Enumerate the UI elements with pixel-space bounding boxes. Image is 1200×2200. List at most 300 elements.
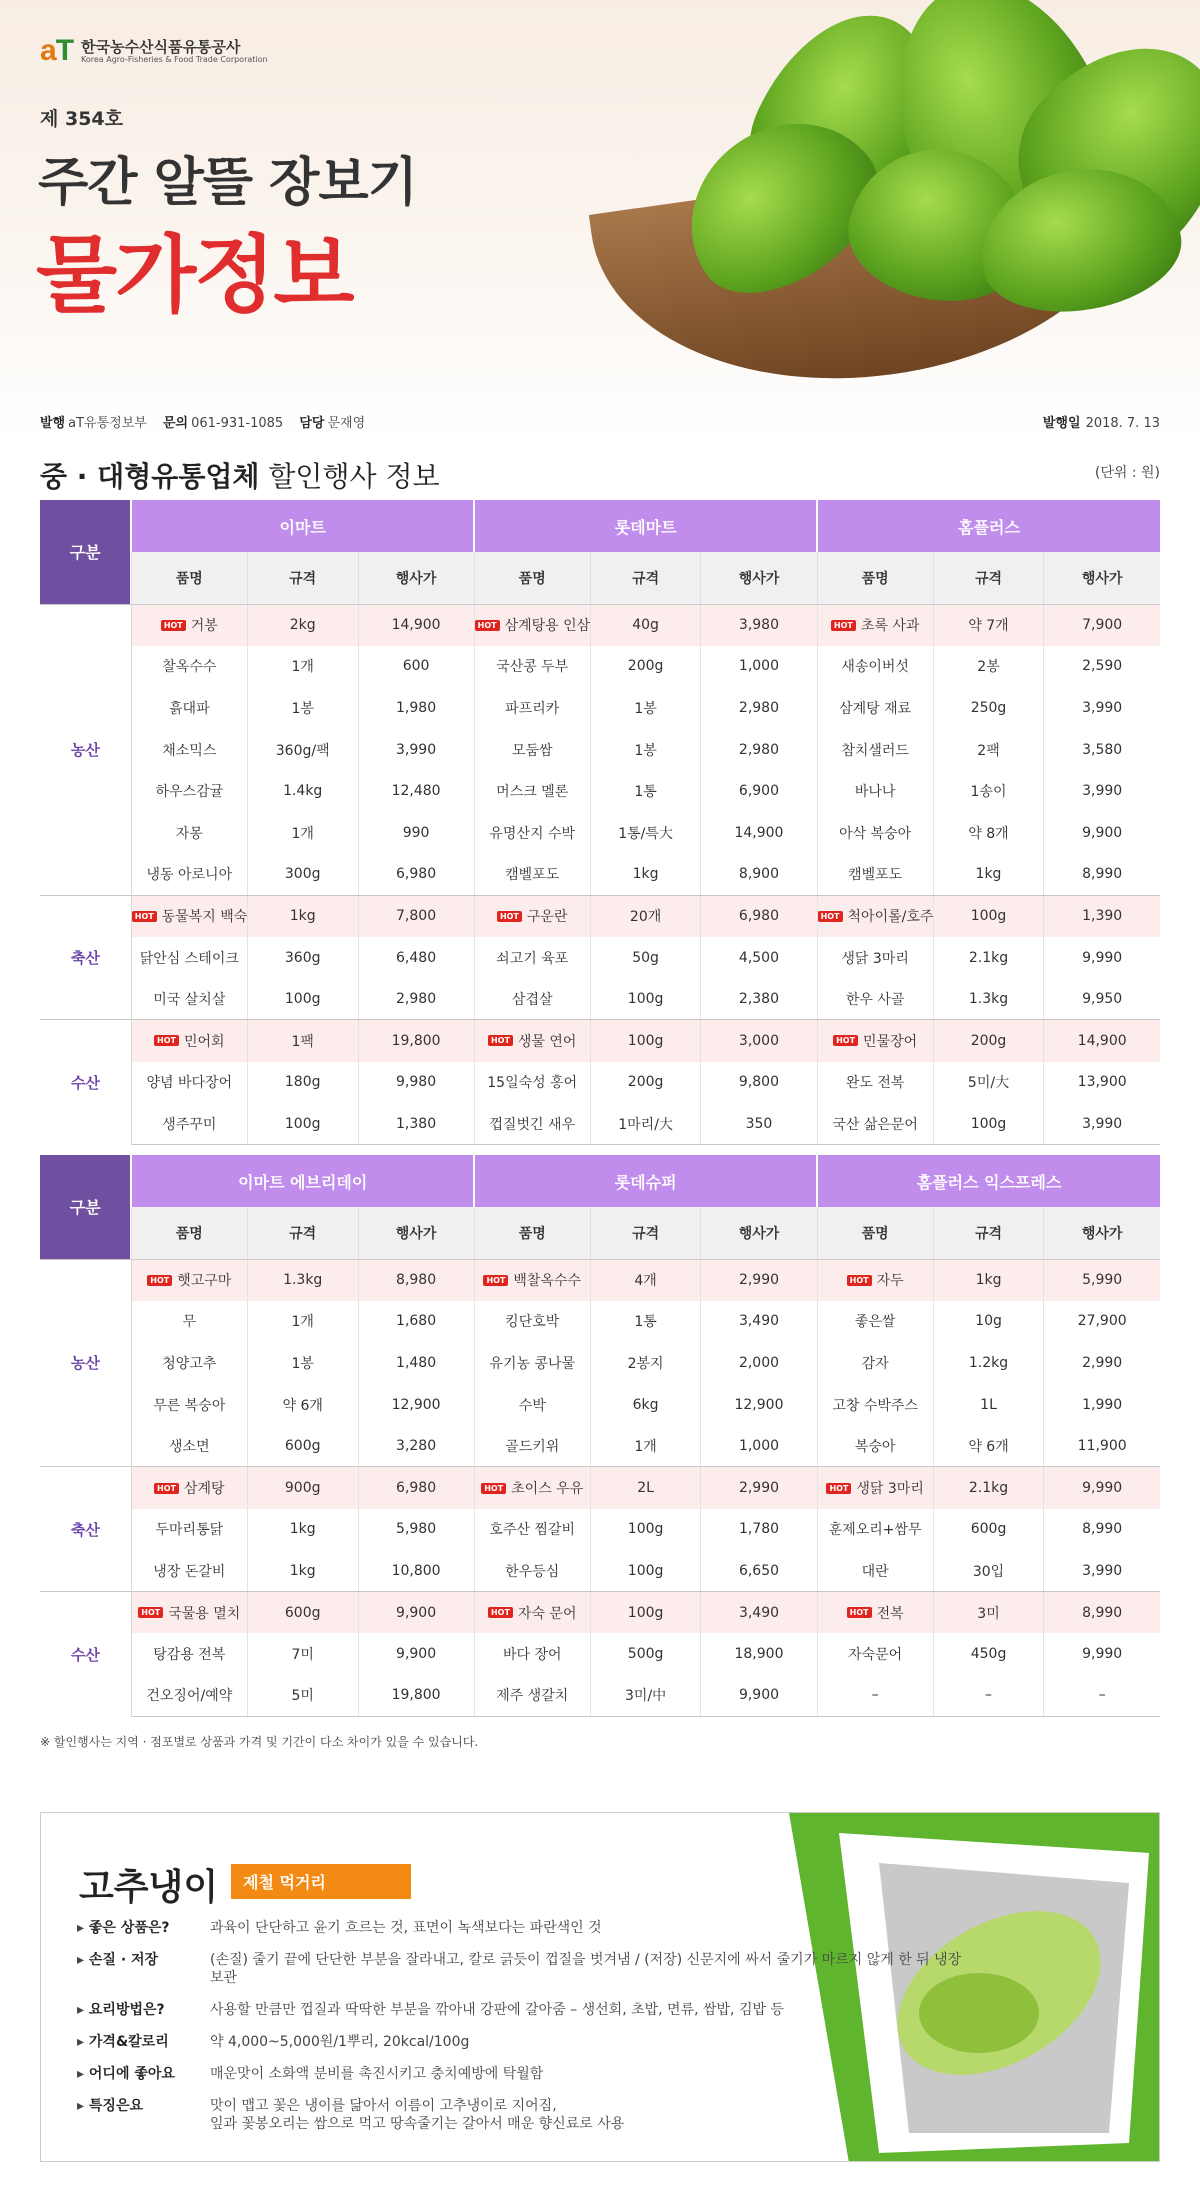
table-cell: 2,380 [701,978,817,1020]
table-cell: 9,900 [358,1592,474,1634]
table-cell: – [933,1675,1044,1717]
product-name: 구운란 [526,909,568,926]
product-name: 생물 연어 [517,1033,577,1050]
store-header: 이마트 에브리데이 [131,1155,474,1207]
hot-badge-icon: HOT [132,911,157,922]
table-cell: 100g [590,1550,701,1592]
table-cell: 파프리카 [474,687,590,729]
table-cell: 1kg [590,854,701,896]
product-name: 삼계탕 [184,1481,225,1498]
table-cell: 9,990 [1044,937,1160,979]
table-row [40,1020,1160,1062]
table-cell: 1.3kg [247,1259,358,1301]
price-table [40,1155,1160,1717]
table-cell: 6,480 [358,937,474,979]
hot-badge-icon: HOT [847,1275,872,1286]
table-cell: 3,490 [701,1592,817,1634]
table-cell: 8,980 [358,1259,474,1301]
manager: 문재영 [327,416,366,431]
table-cell: 1개 [247,1301,358,1343]
tip-value: 매운맛이 소화액 분비를 촉진시키고 충치예방에 탁월함 [210,2066,544,2082]
table-cell: 990 [358,812,474,854]
table-cell: 600g [933,1509,1044,1551]
table-row [40,937,1160,979]
publication-meta: 발행 aT유통정보부 문의 061-931-1085 담당 문재영 [40,416,366,431]
table-cell: 유명산지 수박 [474,812,590,854]
hot-badge-icon: HOT [147,1275,172,1286]
logo [40,34,268,68]
table-cell: 1.3kg [933,978,1044,1020]
product-name: 거봉 [190,618,218,635]
table-cell: 1개 [247,646,358,688]
table-cell: 2,980 [701,687,817,729]
hot-badge-icon: HOT [818,911,843,922]
table-cell: 1개 [247,812,358,854]
table-cell [474,1467,590,1509]
table-cell [817,1467,933,1509]
table-cell: 8,900 [701,854,817,896]
table-cell: 200g [590,1062,701,1104]
table-cell: 8,990 [1044,1592,1160,1634]
product-name: 전복 [876,1605,904,1622]
table-cell: 2.1kg [933,937,1044,979]
table-cell [817,1020,933,1062]
table-cell: 8,990 [1044,1509,1160,1551]
table-cell: 1팩 [247,1020,358,1062]
table-row [40,1509,1160,1551]
table-cell: 1,380 [358,1103,474,1145]
table-cell: 3,990 [1044,1550,1160,1592]
table-cell: 골드키위 [474,1425,590,1467]
logo-mark: aT [40,34,74,67]
tip-row [77,1919,970,1937]
table-cell: 3,580 [1044,729,1160,771]
table-cell: 900g [247,1467,358,1509]
table-cell: 국산 삶은문어 [817,1103,933,1145]
table-cell: 1kg [247,1550,358,1592]
table-cell: 생주꾸미 [131,1103,247,1145]
table-cell: 2L [590,1467,701,1509]
table-cell: 캠벨포도 [817,854,933,896]
table-cell: 유기농 콩나물 [474,1342,590,1384]
table-cell [817,895,933,937]
column-header: 품명 [474,1207,590,1259]
tip-label: ▸ 가격&칼로리 [77,2033,210,2051]
table-cell [474,604,590,646]
table-cell: 5미 [247,1675,358,1717]
table-cell [131,604,247,646]
table-cell: 약 8개 [933,812,1044,854]
table-cell: 4개 [590,1259,701,1301]
table-cell: 14,900 [1044,1020,1160,1062]
table-cell: 2팩 [933,729,1044,771]
table-cell: 생소면 [131,1425,247,1467]
hot-badge-icon: HOT [497,911,522,922]
seasonal-food-box [40,1812,1160,2162]
table-cell: 2,990 [701,1467,817,1509]
column-header: 규격 [933,1207,1044,1259]
table-cell: 채소믹스 [131,729,247,771]
table-cell: 1,480 [358,1342,474,1384]
hot-badge-icon: HOT [154,1483,179,1494]
table-cell: 9,990 [1044,1467,1160,1509]
product-name: 자숙 문어 [517,1605,577,1622]
tip-label: ▸ 좋은 상품은? [77,1919,210,1937]
table-cell: 무른 복숭아 [131,1384,247,1426]
column-header: 행사가 [701,1207,817,1259]
table-cell: 4,500 [701,937,817,979]
table-cell: 고창 수박주스 [817,1384,933,1426]
table-cell: 닭안심 스테이크 [131,937,247,979]
table-cell: 아삭 복숭아 [817,812,933,854]
table-cell: 냉동 아로니아 [131,854,247,896]
table-cell: 3,000 [701,1020,817,1062]
tip-label: ▸ 요리방법은? [77,2001,210,2019]
table-cell: 1마리/大 [590,1103,701,1145]
column-header: 품명 [131,1207,247,1259]
table-cell: 2,990 [1044,1342,1160,1384]
table-cell: 2,990 [701,1259,817,1301]
table-row [40,1467,1160,1509]
table-cell: 3,490 [701,1301,817,1343]
table-cell: 14,900 [701,812,817,854]
table-cell: 1,990 [1044,1384,1160,1426]
table-cell: 약 7개 [933,604,1044,646]
table-cell: 흙대파 [131,687,247,729]
table-cell: 약 6개 [247,1384,358,1426]
table-cell: 2,000 [701,1342,817,1384]
store-header: 이마트 [131,500,474,552]
issue-number: 제 354호 [40,108,123,130]
table-cell: 1L [933,1384,1044,1426]
table-cell: 100g [933,895,1044,937]
table-cell: 새송이버섯 [817,646,933,688]
table-cell: 18,900 [701,1633,817,1675]
table-cell: 360g/팩 [247,729,358,771]
table-cell: 6,980 [358,1467,474,1509]
table-row [40,687,1160,729]
price-table-large-stores [40,500,1160,1145]
table-cell: 6,980 [701,895,817,937]
table-cell: 300g [247,854,358,896]
table-cell: 100g [590,1020,701,1062]
table-cell: 3,990 [1044,1103,1160,1145]
table-cell: 1,780 [701,1509,817,1551]
table-cell: 탕감용 전복 [131,1633,247,1675]
table-cell: 100g [247,978,358,1020]
hot-badge-icon: HOT [475,620,500,631]
table-cell: 1kg [933,854,1044,896]
table-cell: 200g [933,1020,1044,1062]
table-cell: 450g [933,1633,1044,1675]
table-cell: 360g [247,937,358,979]
table-cell: 국산콩 두부 [474,646,590,688]
table-cell [131,1592,247,1634]
table-cell: 청양고추 [131,1342,247,1384]
table-cell [131,1259,247,1301]
section-title: 중 · 대형유통업체 할인행사 정보 [40,460,440,493]
tip-badge: 제철 먹거리 [231,1864,411,1899]
table-cell: 3,990 [1044,770,1160,812]
column-header: 행사가 [358,1207,474,1259]
price-table-super-stores [40,1155,1160,1717]
table-row [40,604,1160,646]
table-cell: 6,900 [701,770,817,812]
table-row [40,1259,1160,1301]
hot-badge-icon: HOT [847,1607,872,1618]
table-cell [131,1020,247,1062]
store-header: 롯데슈퍼 [474,1155,817,1207]
table-row [40,895,1160,937]
table-cell: 30입 [933,1550,1044,1592]
org-name: 한국농수산식품유통공사 [81,37,241,56]
table-row [40,1103,1160,1145]
table-cell: 500g [590,1633,701,1675]
hot-badge-icon: HOT [488,1607,513,1618]
tip-value: (손질) 줄기 끝에 단단한 부분을 잘라내고, 칼로 긁듯이 껍질을 벗겨냄 / (저장) 신문지에 싸서 줄기가 마르지 않게 한 뒤 냉장보관 [210,1952,962,1986]
table-cell: 7미 [247,1633,358,1675]
hot-badge-icon: HOT [161,620,186,631]
column-header: 품명 [474,552,590,604]
product-name: 동물복지 백숙 [161,909,248,926]
column-header: 품명 [817,552,933,604]
store-header: 홈플러스 익스프레스 [817,1155,1160,1207]
table-cell: 12,480 [358,770,474,812]
category-label: 수산 [40,1592,131,1717]
tip-value: 맛이 맵고 꽃은 냉이를 닮아서 이름이 고추냉이로 지어짐, 잎과 꽃봉오리는 쌈으로 먹고 땅속줄기는 갈아서 매운 향신료로 사용 [210,2098,625,2132]
table-cell: 100g [247,1103,358,1145]
column-header: 규격 [590,1207,701,1259]
table-cell [817,1592,933,1634]
table-cell: 9,900 [358,1633,474,1675]
table-cell: 180g [247,1062,358,1104]
table-cell: 하우스감귤 [131,770,247,812]
table-cell: 9,990 [1044,1633,1160,1675]
tip-value: 약 4,000~5,000원/1뿌리, 20kcal/100g [210,2034,470,2050]
table-cell: 훈제오리+쌈무 [817,1509,933,1551]
table-cell: 자몽 [131,812,247,854]
table-cell: 대란 [817,1550,933,1592]
table-cell: 캠벨포도 [474,854,590,896]
table-cell: 40g [590,604,701,646]
table-cell: 9,950 [1044,978,1160,1020]
table-cell: 1.4kg [247,770,358,812]
table-cell: 1.2kg [933,1342,1044,1384]
tip-row [77,2065,970,2083]
table-cell: 1kg [933,1259,1044,1301]
hot-badge-icon: HOT [831,620,856,631]
column-header: 품명 [817,1207,933,1259]
store-header: 홈플러스 [817,500,1160,552]
table-row [40,1633,1160,1675]
group-header: 구분 [40,500,131,604]
table-row [40,646,1160,688]
footnote: ※ 할인행사는 지역 · 점포별로 상품과 가격 및 기간이 다소 차이가 있을 수 있습니다. [40,1735,479,1749]
table-cell: 2봉 [933,646,1044,688]
table-cell: 10,800 [358,1550,474,1592]
table-cell: 3미 [933,1592,1044,1634]
category-label: 농산 [40,1259,131,1467]
tip-list [77,1919,970,2147]
product-name: 삼계탕용 인삼 [504,618,591,635]
table-row [40,854,1160,896]
table-cell: – [1044,1675,1160,1717]
table-cell: 껍질벗긴 새우 [474,1103,590,1145]
table-cell: 1통/특大 [590,812,701,854]
table-cell: 350 [701,1103,817,1145]
org-name-en: Korea Agro-Fisheries & Food Trade Corporation [81,54,268,64]
table-row [40,1675,1160,1717]
table-cell: 1개 [590,1425,701,1467]
table-cell: 600g [247,1425,358,1467]
table-cell: 1,680 [358,1301,474,1343]
product-name: 민어회 [184,1033,225,1050]
table-row [40,1550,1160,1592]
table-cell: 12,900 [701,1384,817,1426]
table-row [40,1342,1160,1384]
table-cell: 19,800 [358,1020,474,1062]
table-cell: 2,980 [358,978,474,1020]
product-name: 민물장어 [863,1033,918,1050]
table-cell: 2kg [247,604,358,646]
column-header: 행사가 [701,552,817,604]
table-row [40,978,1160,1020]
table-cell: 무 [131,1301,247,1343]
table-cell [474,895,590,937]
page-subtitle: 물가정보 [36,226,353,324]
table-cell: 양념 바다장어 [131,1062,247,1104]
hot-badge-icon: HOT [481,1483,506,1494]
table-cell: 2봉지 [590,1342,701,1384]
table-cell: 호주산 찜갈비 [474,1509,590,1551]
table-cell: 찰옥수수 [131,646,247,688]
table-cell [474,1259,590,1301]
table-cell: 참치샐러드 [817,729,933,771]
column-header: 행사가 [1044,552,1160,604]
table-cell: 11,900 [1044,1425,1160,1467]
hot-badge-icon: HOT [833,1035,858,1046]
table-cell: 6kg [590,1384,701,1426]
category-label: 수산 [40,1020,131,1145]
table-cell: 600g [247,1592,358,1634]
column-header: 규격 [590,552,701,604]
table-cell: 3,990 [1044,687,1160,729]
table-cell: 12,900 [358,1384,474,1426]
hot-badge-icon: HOT [154,1035,179,1046]
table-cell: 200g [590,646,701,688]
contact: 061-931-1085 [191,416,284,431]
table-cell: 100g [933,1103,1044,1145]
table-cell: 7,900 [1044,604,1160,646]
product-name: 국물용 멸치 [168,1605,241,1622]
table-cell: 9,980 [358,1062,474,1104]
table-cell: 2,980 [701,729,817,771]
category-label: 축산 [40,895,131,1020]
table-row [40,1301,1160,1343]
tip-title: 고추냉이 [79,1867,219,1908]
table-cell: 완도 전복 [817,1062,933,1104]
table-cell: 삼겹살 [474,978,590,1020]
category-label: 농산 [40,604,131,895]
table-cell [474,1020,590,1062]
hot-badge-icon: HOT [826,1483,851,1494]
table-cell: 10g [933,1301,1044,1343]
table-cell: 5,980 [358,1509,474,1551]
table-cell: 1,390 [1044,895,1160,937]
table-cell: 두마리통닭 [131,1509,247,1551]
table-cell: 감자 [817,1342,933,1384]
table-cell: 6,980 [358,854,474,896]
table-cell: 250g [933,687,1044,729]
tip-row [77,2033,970,2051]
table-cell: 한우등심 [474,1550,590,1592]
tip-row [77,2001,970,2019]
table-cell: 9,800 [701,1062,817,1104]
hot-badge-icon: HOT [483,1275,508,1286]
tip-row [77,2097,970,2133]
table-row [40,1592,1160,1634]
table-cell: 바나나 [817,770,933,812]
tip-label: ▸ 특징은요 [77,2097,210,2133]
table-cell: 1,980 [358,687,474,729]
table-cell: 19,800 [358,1675,474,1717]
column-header: 행사가 [358,552,474,604]
page-title: 주간 알뜰 장보기 [38,153,417,213]
table-cell: 2.1kg [933,1467,1044,1509]
table-cell: 3미/中 [590,1675,701,1717]
table-cell: 600 [358,646,474,688]
table-cell: 삼계탕 재료 [817,687,933,729]
table-cell: 2,590 [1044,646,1160,688]
table-cell: 1봉 [590,687,701,729]
table-cell: 5미/大 [933,1062,1044,1104]
table-row [40,1425,1160,1467]
category-label: 축산 [40,1467,131,1592]
hot-badge-icon: HOT [488,1035,513,1046]
table-cell: 8,990 [1044,854,1160,896]
table-cell: 수박 [474,1384,590,1426]
table-cell: 27,900 [1044,1301,1160,1343]
product-name: 척아이롤/호주 [847,909,934,926]
table-cell: 6,650 [701,1550,817,1592]
tip-label: ▸ 어디에 좋아요 [77,2065,210,2083]
table-cell: 제주 생갈치 [474,1675,590,1717]
table-cell: 약 6개 [933,1425,1044,1467]
column-header: 규격 [247,552,358,604]
table-row [40,770,1160,812]
table-cell: 9,900 [701,1675,817,1717]
column-header: 규격 [247,1207,358,1259]
table-cell: 20개 [590,895,701,937]
product-name: 햇고구마 [177,1273,232,1290]
store-header: 롯데마트 [474,500,817,552]
publisher: aT유통정보부 [68,416,147,431]
table-cell: – [817,1675,933,1717]
table-cell: 3,990 [358,729,474,771]
column-header: 규격 [933,552,1044,604]
table-cell [474,1592,590,1634]
table-cell: 1kg [247,895,358,937]
table-cell: 7,800 [358,895,474,937]
table-cell: 14,900 [358,604,474,646]
column-header: 품명 [131,552,247,604]
product-name: 자두 [876,1273,904,1290]
table-cell: 1통 [590,770,701,812]
table-cell: 3,280 [358,1425,474,1467]
table-cell: 1kg [247,1509,358,1551]
tip-label: ▸ 손질 · 저장 [77,1951,210,1987]
table-cell [817,1259,933,1301]
